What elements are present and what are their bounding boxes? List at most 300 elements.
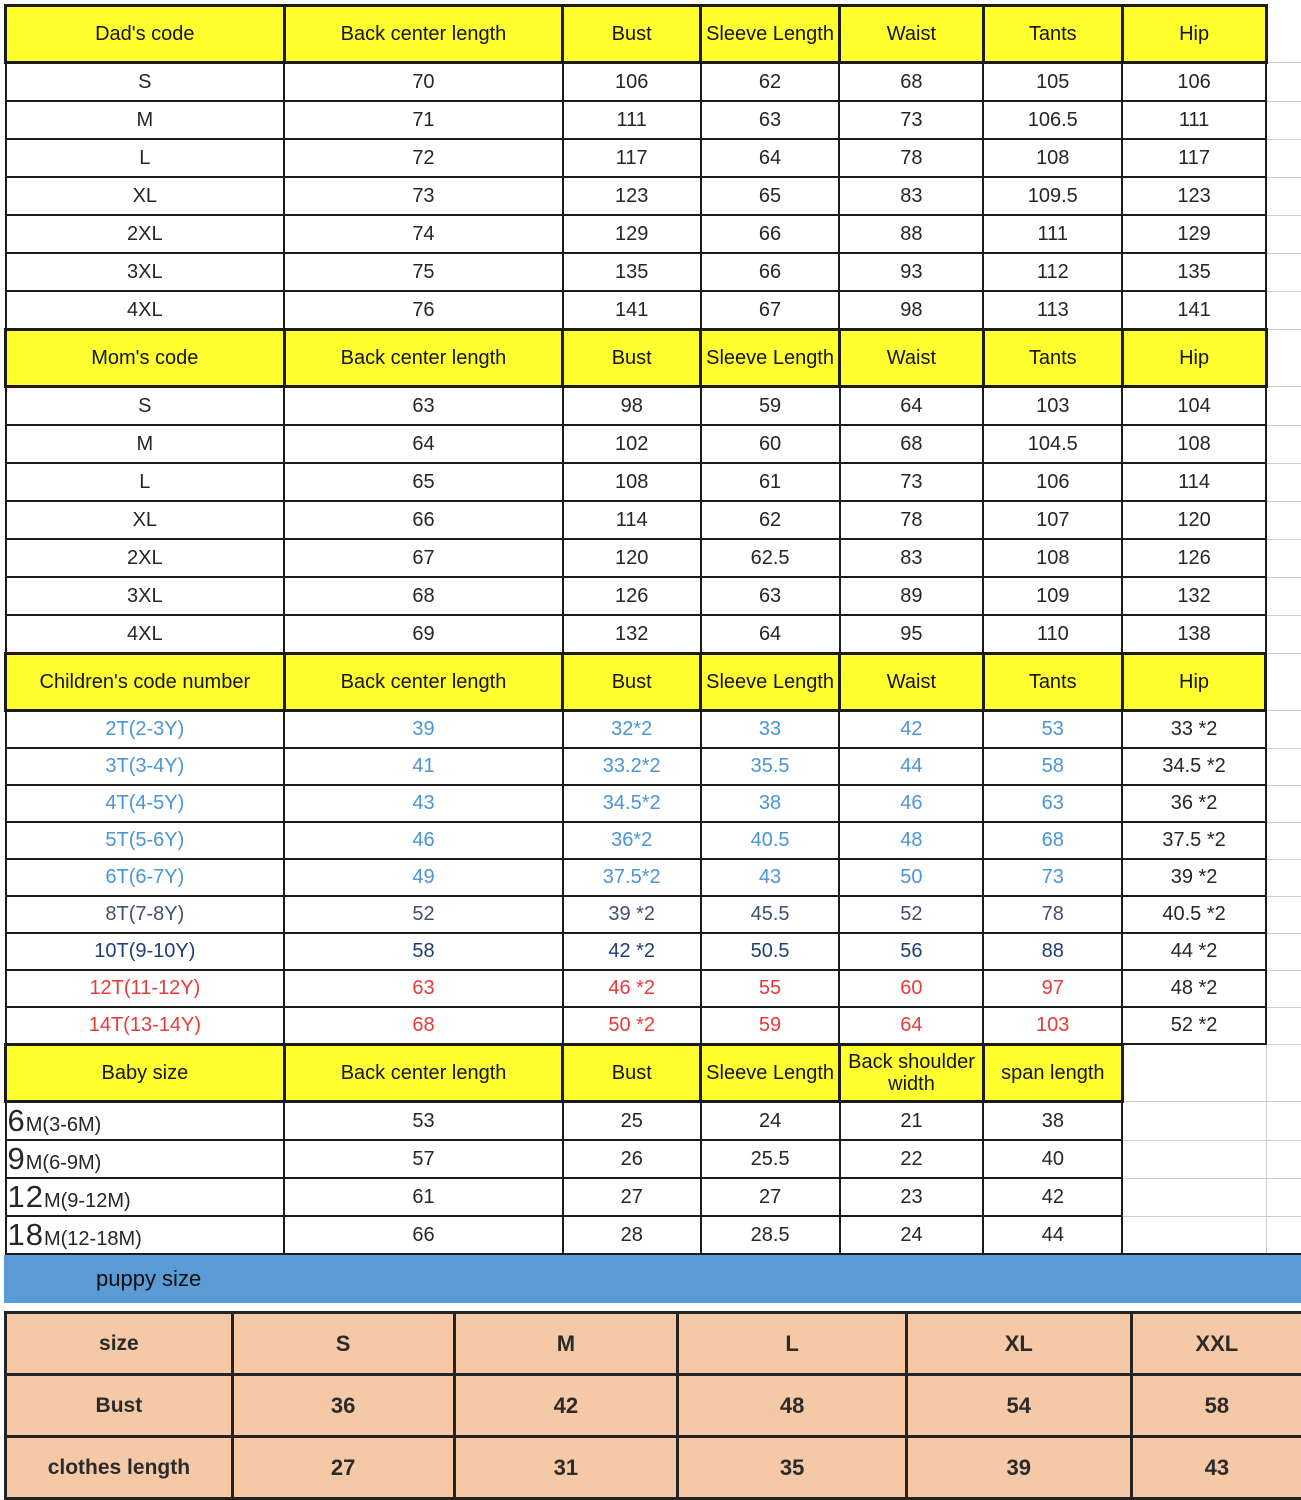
table-row [6,1313,1301,1375]
size-label-cell: S [6,387,285,426]
value-cell: XL [906,1313,1131,1375]
value-cell: 68 [284,1007,563,1044]
grid-gutter-cell [1266,896,1301,933]
table-header-row [6,1045,1301,1102]
value-cell: 33.2*2 [563,748,701,785]
value-cell: 48 [839,822,983,859]
value-cell: 24 [701,1102,840,1141]
column-header: Waist [840,330,984,387]
value-cell: 93 [839,253,983,291]
value-cell: 39 [906,1437,1131,1499]
value-cell: 76 [284,291,563,329]
column-header: Back center length [284,330,563,387]
value-cell: 104.5 [983,425,1122,463]
value-cell: M [454,1313,678,1375]
grid-gutter-cell [1266,253,1301,291]
value-cell: 109.5 [983,177,1122,215]
value-cell: 43 [1131,1437,1301,1499]
value-cell: 98 [839,291,983,329]
value-cell: 58 [1131,1375,1301,1437]
size-label-cell: 4T(4-5Y) [6,785,285,822]
dads-size-table [4,4,1301,330]
baby-size-big-number: 12 [7,1179,44,1214]
value-cell: 40.5 *2 [1122,896,1266,933]
value-cell: 106.5 [983,101,1122,139]
value-cell: S [232,1313,454,1375]
value-cell: 108 [983,139,1122,177]
size-label-cell: 3XL [6,577,285,615]
moms-size-table [4,328,1301,654]
size-label-cell: 2XL [6,215,285,253]
table-row [6,711,1301,749]
value-cell: 123 [563,177,701,215]
value-cell: 126 [563,577,701,615]
value-cell: 50 *2 [563,1007,701,1044]
value-cell: 97 [983,970,1122,1007]
value-cell: 73 [839,101,983,139]
column-header: Baby size [6,1045,285,1102]
value-cell: 108 [983,539,1122,577]
value-cell: 46 [839,785,983,822]
size-label-cell: 2XL [6,539,285,577]
value-cell: 106 [1122,63,1266,102]
value-cell: 61 [701,463,840,501]
table-row [6,253,1301,291]
value-cell: 61 [284,1178,563,1216]
size-label-cell: 5T(5-6Y) [6,822,285,859]
value-cell: 42 [839,711,983,749]
value-cell: 66 [701,253,840,291]
value-cell: 64 [839,1007,983,1044]
size-label-cell: M [6,425,285,463]
column-header: Back shoulder width [840,1045,984,1102]
value-cell: 63 [701,101,840,139]
value-cell: 111 [563,101,701,139]
value-cell: 46 [284,822,563,859]
puppy-size-banner [4,1255,1301,1303]
table-row [6,425,1301,463]
grid-gutter-cell [1266,330,1301,387]
value-cell: 109 [983,577,1122,615]
grid-gutter-cell [1266,6,1301,63]
value-cell: 117 [563,139,701,177]
value-cell: 78 [840,501,984,539]
table-row [6,933,1301,970]
value-cell: 73 [983,859,1122,896]
value-cell: 63 [701,577,840,615]
value-cell: 59 [701,387,840,426]
value-cell: 25.5 [701,1140,840,1178]
grid-gutter-cell [1266,425,1301,463]
table-row [6,748,1301,785]
grid-gutter-cell [1266,291,1301,329]
table-row [6,215,1301,253]
value-cell: 64 [701,615,840,653]
value-cell: 98 [563,387,701,426]
column-header: Sleeve Length [701,330,840,387]
table-row [6,63,1301,102]
grid-gutter-cell [1266,711,1301,749]
column-header: span length [983,1045,1122,1102]
value-cell: 68 [840,425,984,463]
value-cell: 28 [563,1216,701,1254]
childrens-size-table [4,652,1301,1045]
value-cell: 65 [284,463,563,501]
value-cell: 36*2 [563,822,701,859]
puppy-size-title: puppy size [96,1266,202,1291]
value-cell: 73 [284,177,563,215]
grid-gutter-cell [1266,822,1301,859]
grid-gutter-cell [1266,463,1301,501]
value-cell: 62.5 [701,539,840,577]
value-cell: 108 [1122,425,1266,463]
grid-gutter-cell [1266,539,1301,577]
value-cell: 104 [1122,387,1266,426]
grid-gutter-cell [1122,1178,1266,1216]
value-cell: 66 [701,215,840,253]
value-cell: 48 *2 [1122,970,1266,1007]
value-cell: 129 [1122,215,1266,253]
size-label-cell: 3XL [6,253,285,291]
value-cell: 32*2 [563,711,701,749]
grid-gutter-cell [1266,1216,1301,1254]
grid-gutter-cell [1122,1102,1266,1141]
value-cell: 37.5*2 [563,859,701,896]
value-cell: 37.5 *2 [1122,822,1266,859]
value-cell: 40.5 [701,822,840,859]
value-cell: 114 [563,501,701,539]
value-cell: 120 [563,539,701,577]
column-header: Tants [983,330,1122,387]
table-row [6,1375,1301,1437]
value-cell: 83 [839,177,983,215]
value-cell: 64 [701,139,840,177]
value-cell: 42 *2 [563,933,701,970]
value-cell: 63 [284,970,563,1007]
table-row [6,1140,1301,1178]
value-cell: 111 [1122,101,1266,139]
grid-gutter-cell [1266,1178,1301,1216]
value-cell: 88 [983,933,1122,970]
value-cell: 36 *2 [1122,785,1266,822]
size-label-cell: 8T(7-8Y) [6,896,285,933]
value-cell: 68 [839,63,983,102]
value-cell: 60 [839,970,983,1007]
column-header: Sleeve Length [701,654,840,711]
value-cell: 126 [1122,539,1266,577]
value-cell: 28.5 [701,1216,840,1254]
grid-gutter-cell [1266,577,1301,615]
grid-gutter-cell [1266,101,1301,139]
table-row [6,1007,1301,1044]
value-cell: 44 [983,1216,1122,1254]
column-header: Tants [983,6,1122,63]
column-header: Bust [563,330,701,387]
grid-gutter-cell [1266,933,1301,970]
value-cell: 110 [983,615,1122,653]
grid-gutter-cell [1122,1045,1266,1102]
baby-size-big-number: 18 [7,1217,44,1252]
value-cell: 62 [701,501,840,539]
value-cell: 57 [284,1140,563,1178]
value-cell: 39 *2 [1122,859,1266,896]
value-cell: 44 [839,748,983,785]
value-cell: 54 [906,1375,1131,1437]
value-cell: 44 *2 [1122,933,1266,970]
table-row [6,1437,1301,1499]
size-label-cell: 2T(2-3Y) [6,711,285,749]
table-header-row [6,6,1301,63]
value-cell: 132 [563,615,701,653]
value-cell: 72 [284,139,563,177]
column-header: Dad's code [6,6,285,63]
size-label-cell: S [6,63,285,102]
value-cell: 50.5 [701,933,840,970]
table-row [6,822,1301,859]
value-cell: 68 [284,577,563,615]
table-row [6,970,1301,1007]
value-cell: 103 [983,1007,1122,1044]
column-header: Mom's code [6,330,285,387]
column-header: Sleeve Length [701,1045,840,1102]
value-cell: 49 [284,859,563,896]
size-label-cell [6,1216,285,1254]
value-cell: 43 [284,785,563,822]
value-cell: 52 *2 [1122,1007,1266,1044]
grid-gutter-cell [1266,387,1301,426]
grid-gutter-cell [1122,1140,1266,1178]
value-cell: 88 [839,215,983,253]
table-row [6,615,1301,653]
value-cell: 27 [232,1437,454,1499]
grid-gutter-cell [1266,970,1301,1007]
table-row [6,896,1301,933]
row-label-cell: size [6,1313,233,1375]
value-cell: XXL [1131,1313,1301,1375]
size-label-cell: 10T(9-10Y) [6,933,285,970]
size-label-cell: XL [6,177,285,215]
baby-size-table [4,1043,1301,1255]
value-cell: 35 [678,1437,907,1499]
value-cell: 71 [284,101,563,139]
value-cell: 132 [1122,577,1266,615]
value-cell: 112 [983,253,1122,291]
value-cell: 95 [840,615,984,653]
table-header-row [6,330,1301,387]
value-cell: 120 [1122,501,1266,539]
table-row [6,291,1301,329]
value-cell: 89 [840,577,984,615]
grid-gutter-cell [1266,1045,1301,1102]
grid-gutter-cell [1266,785,1301,822]
baby-size-range: M(12-18M) [43,1228,142,1250]
size-label-cell: XL [6,501,285,539]
column-header: Tants [983,654,1122,711]
value-cell: 43 [701,859,840,896]
baby-size-range: M(6-9M) [25,1152,102,1174]
table-row [6,177,1301,215]
value-cell: 38 [983,1102,1122,1141]
value-cell: 34.5*2 [563,785,701,822]
value-cell: 102 [563,425,701,463]
grid-gutter-cell [1266,1007,1301,1044]
table-row [6,463,1301,501]
table-row [6,387,1301,426]
grid-gutter-cell [1266,177,1301,215]
value-cell: 42 [454,1375,678,1437]
value-cell: 78 [983,896,1122,933]
value-cell: 52 [839,896,983,933]
value-cell: 74 [284,215,563,253]
column-header: Waist [839,654,983,711]
row-label-cell: clothes length [6,1437,233,1499]
value-cell: L [678,1313,907,1375]
grid-gutter-cell [1266,501,1301,539]
value-cell: 50 [839,859,983,896]
value-cell: 31 [454,1437,678,1499]
value-cell: 141 [563,291,701,329]
value-cell: 22 [840,1140,984,1178]
value-cell: 113 [983,291,1122,329]
value-cell: 35.5 [701,748,840,785]
size-label-cell [6,1140,285,1178]
grid-gutter-cell [1266,859,1301,896]
value-cell: 58 [284,933,563,970]
row-label-cell: Bust [6,1375,233,1437]
value-cell: 52 [284,896,563,933]
value-cell: 53 [284,1102,563,1141]
value-cell: 75 [284,253,563,291]
value-cell: 42 [983,1178,1122,1216]
table-row [6,1178,1301,1216]
size-label-cell: L [6,139,285,177]
value-cell: 135 [1122,253,1266,291]
value-cell: 135 [563,253,701,291]
value-cell: 60 [701,425,840,463]
value-cell: 21 [840,1102,984,1141]
value-cell: 27 [563,1178,701,1216]
value-cell: 65 [701,177,840,215]
size-label-cell: 6T(6-7Y) [6,859,285,896]
value-cell: 48 [678,1375,907,1437]
value-cell: 129 [563,215,701,253]
value-cell: 59 [701,1007,840,1044]
column-header: Bust [563,6,701,63]
table-row [6,1102,1301,1141]
value-cell: 55 [701,970,840,1007]
size-label-cell: 3T(3-4Y) [6,748,285,785]
value-cell: 36 [232,1375,454,1437]
value-cell: 45.5 [701,896,840,933]
baby-size-range: M(3-6M) [25,1114,102,1136]
value-cell: 27 [701,1178,840,1216]
grid-gutter-cell [1266,139,1301,177]
column-header: Back center length [284,1045,563,1102]
size-label-cell [6,1102,285,1141]
table-row [6,539,1301,577]
value-cell: 123 [1122,177,1266,215]
value-cell: 33 *2 [1122,711,1266,749]
value-cell: 64 [840,387,984,426]
baby-size-big-number: 9 [7,1141,26,1176]
value-cell: 67 [284,539,563,577]
value-cell: 39 [284,711,563,749]
value-cell: 38 [701,785,840,822]
value-cell: 62 [701,63,840,102]
grid-gutter-cell [1266,1102,1301,1141]
value-cell: 141 [1122,291,1266,329]
grid-gutter-cell [1266,615,1301,653]
size-label-cell: 12T(11-12Y) [6,970,285,1007]
column-header: Back center length [284,654,563,711]
table-row [6,785,1301,822]
value-cell: 103 [983,387,1122,426]
value-cell: 63 [983,785,1122,822]
value-cell: 106 [563,63,701,102]
value-cell: 67 [701,291,840,329]
value-cell: 33 [701,711,840,749]
column-header: Bust [563,1045,701,1102]
size-label-cell: M [6,101,285,139]
value-cell: 114 [1122,463,1266,501]
value-cell: 24 [840,1216,984,1254]
column-header: Hip [1122,330,1266,387]
value-cell: 111 [983,215,1122,253]
column-header: Hip [1122,654,1266,711]
baby-size-big-number: 6 [7,1103,26,1138]
value-cell: 68 [983,822,1122,859]
value-cell: 108 [563,463,701,501]
column-header: Hip [1122,6,1266,63]
puppy-size-table [4,1311,1301,1500]
value-cell: 46 *2 [563,970,701,1007]
value-cell: 64 [284,425,563,463]
grid-gutter-cell [1266,215,1301,253]
table-row [6,1216,1301,1254]
value-cell: 66 [284,1216,563,1254]
grid-gutter-cell [1266,748,1301,785]
value-cell: 58 [983,748,1122,785]
table-row [6,101,1301,139]
size-label-cell: 4XL [6,615,285,653]
table-row [6,501,1301,539]
column-header: Back center length [284,6,563,63]
table-row [6,577,1301,615]
value-cell: 105 [983,63,1122,102]
value-cell: 66 [284,501,563,539]
table-header-row [6,654,1301,711]
column-header: Waist [839,6,983,63]
value-cell: 70 [284,63,563,102]
size-label-cell: 4XL [6,291,285,329]
grid-gutter-cell [1266,1140,1301,1178]
value-cell: 53 [983,711,1122,749]
value-cell: 83 [840,539,984,577]
value-cell: 107 [983,501,1122,539]
value-cell: 73 [840,463,984,501]
value-cell: 63 [284,387,563,426]
value-cell: 25 [563,1102,701,1141]
size-label-cell: L [6,463,285,501]
value-cell: 106 [983,463,1122,501]
value-cell: 117 [1122,139,1266,177]
value-cell: 34.5 *2 [1122,748,1266,785]
baby-size-range: M(9-12M) [43,1190,131,1212]
grid-gutter-cell [1266,654,1301,711]
value-cell: 26 [563,1140,701,1178]
size-label-cell: 14T(13-14Y) [6,1007,285,1044]
value-cell: 23 [840,1178,984,1216]
